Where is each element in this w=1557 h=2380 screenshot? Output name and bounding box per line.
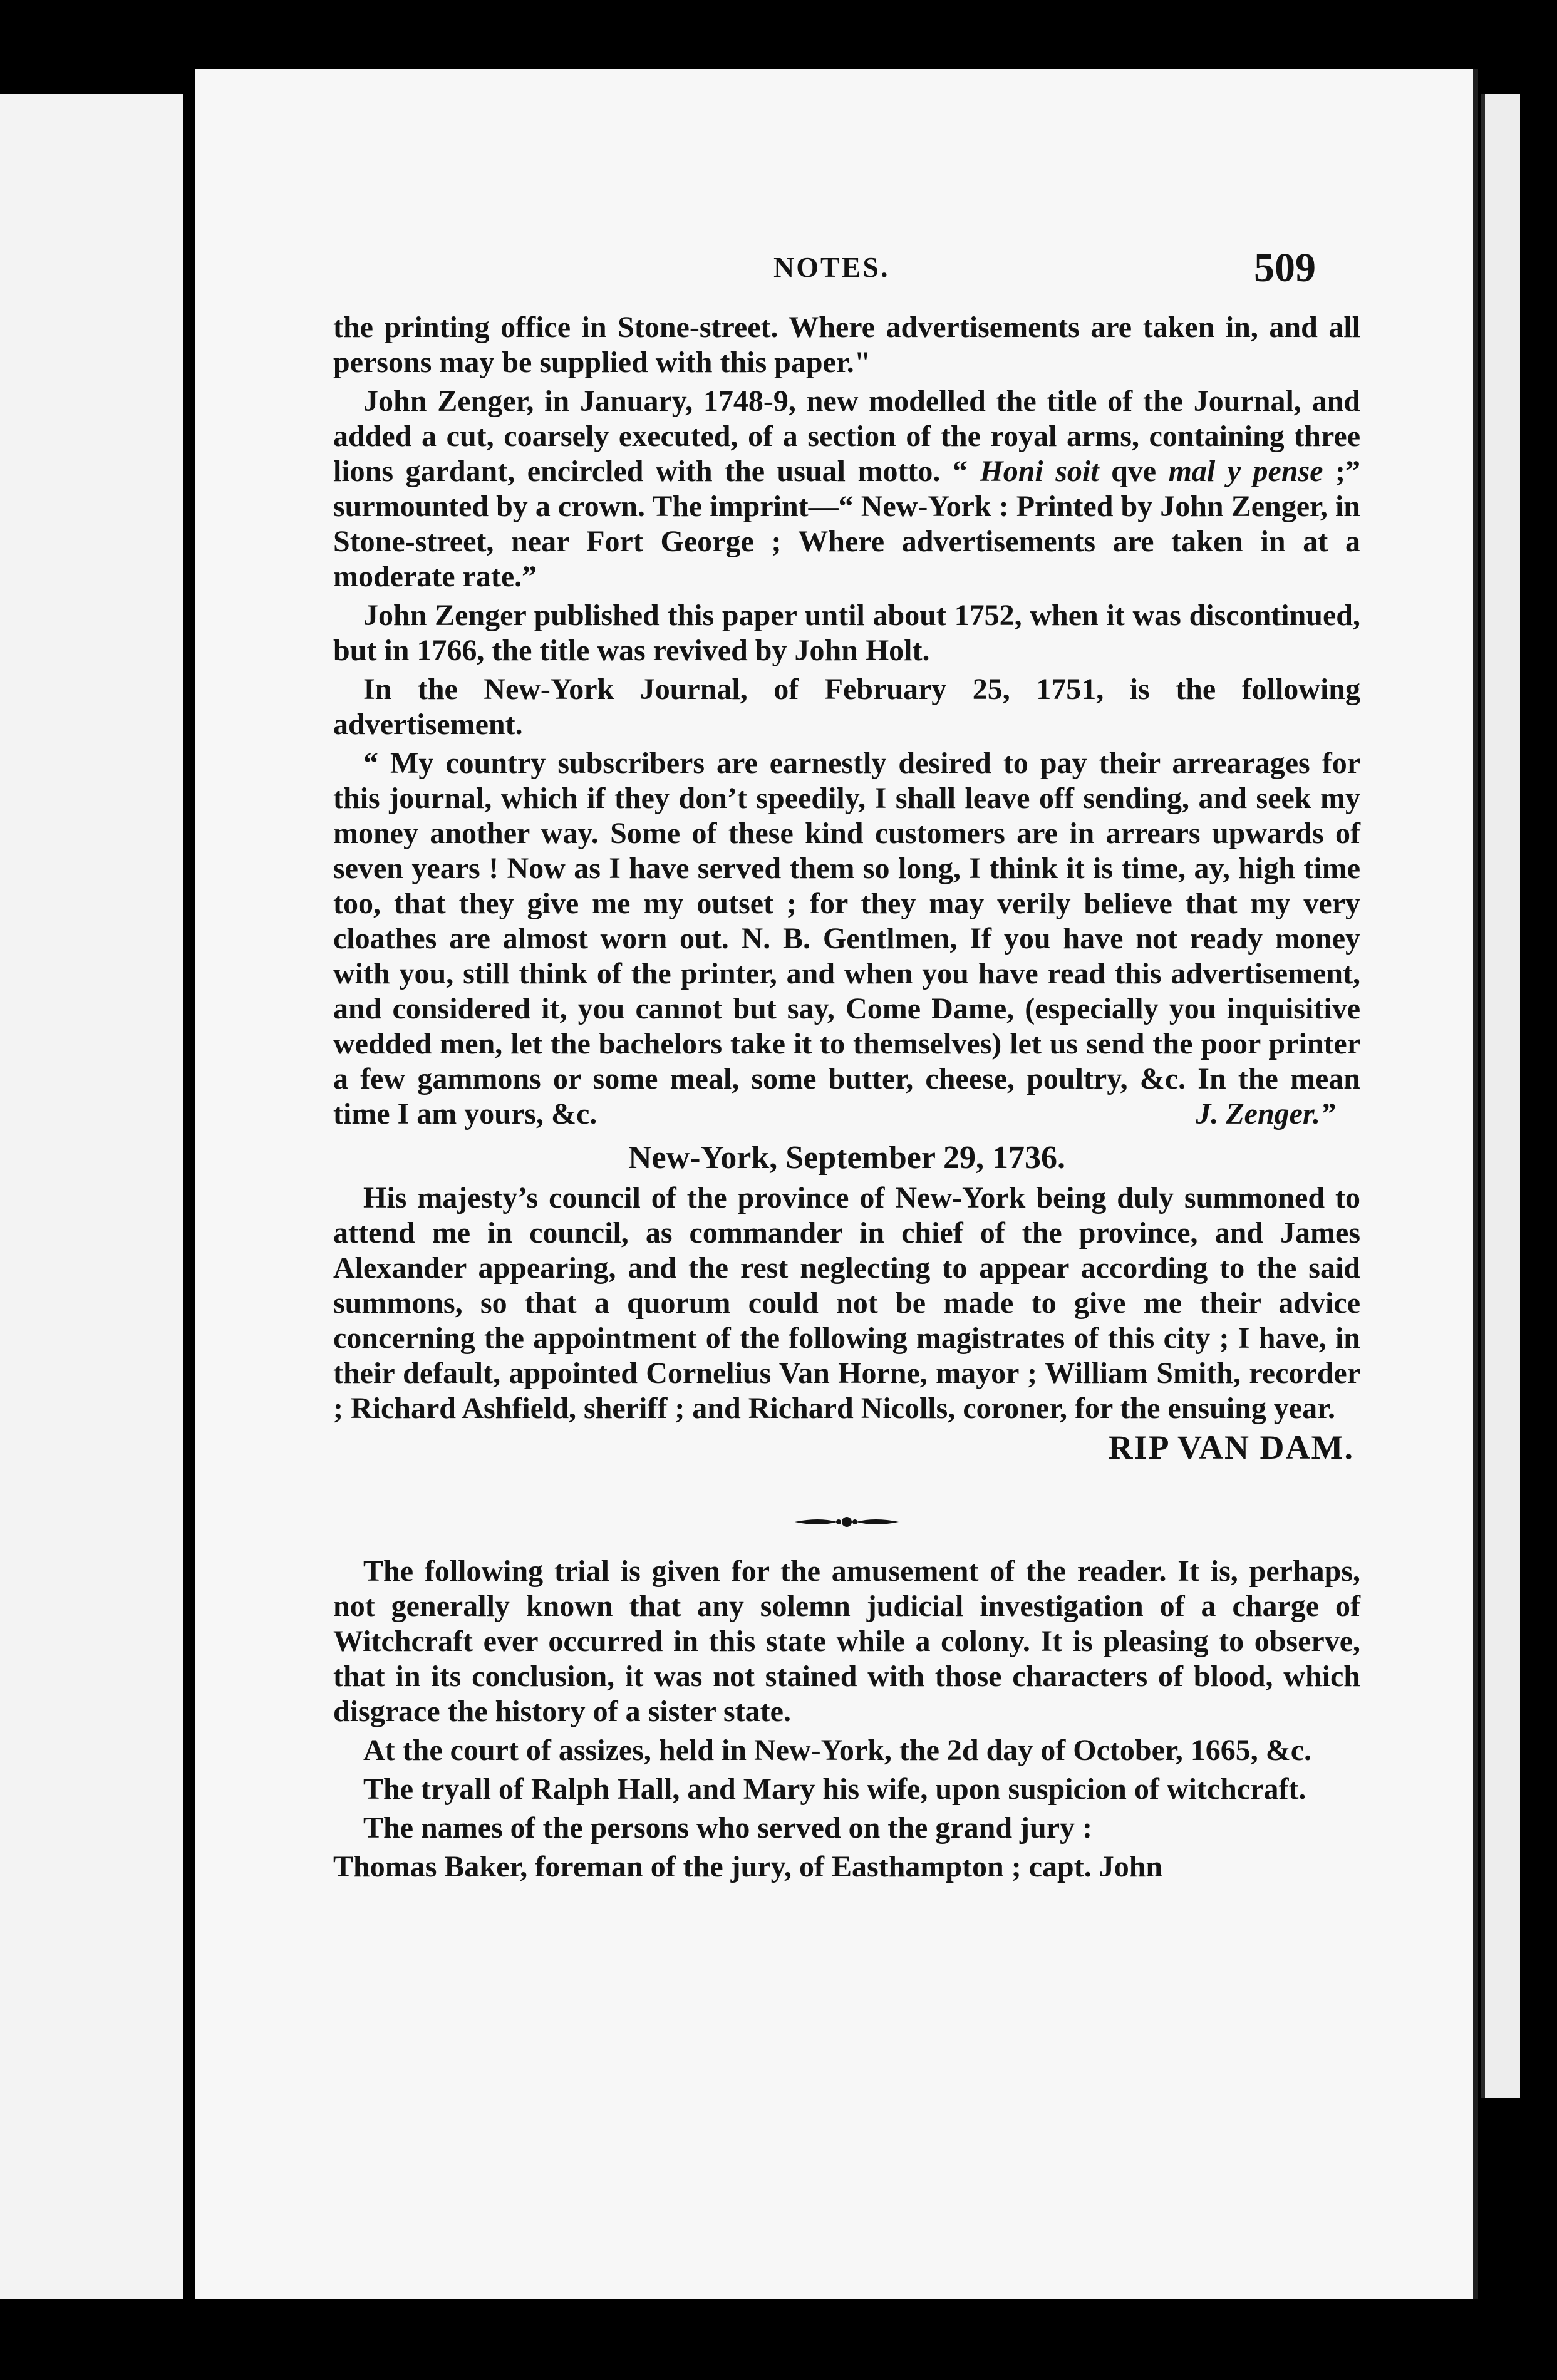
paragraph-council: His majesty’s council of the province of New-York being duly summoned to attend me in council, as commander in chief of the province, and James Alexander appearing, and the rest neglecting to appear according to the said summons, so that a quorum could not be made to give me their advice concerning the appointment of the following magistrates of this city ; I have, in their default, appointed Cornelius Van Horne, mayor ; William Smith, recorder ; Richard Ashfield, sheriff ; and Richard Nicolls, coroner, for the ensuing year. [333,1181,1360,1425]
paragraph-journal-intro: In the New-York Journal, of February 25, 1751, is the following advertisement. [333,673,1360,741]
page-header [195,244,1473,301]
page-number: 509 [1254,245,1316,291]
adjacent-left-page [0,94,183,2299]
running-head: NOTES. [773,251,890,283]
paragraph-discontinued: John Zenger published this paper until about 1752, when it was discontinued, but in 1766, the title was revived by John Holt. [333,599,1360,667]
advertisement-signature: J. Zenger.” [1196,1097,1335,1130]
next-page-edge [1481,94,1520,2098]
paragraph-tryall: The tryall of Ralph Hall, and Mary his wife, upon suspicion of witchcraft. [363,1772,1306,1806]
paragraph-court: At the court of assizes, held in New-York, the 2d day of October, 1665, &c. [363,1734,1312,1767]
paragraph-jury: The names of the persons who served on the grand jury : [363,1811,1092,1844]
ornament-icon [794,1514,900,1529]
signature-rip-van-dam: RIP VAN DAM. [1108,1429,1354,1466]
motto-italic: Honi soit [980,455,1099,488]
motto-italic: mal y pense [1168,455,1323,488]
text-run: John Zenger, in January, 1748-9, new modelled the title of the Journal, and added a cut, coarsely executed, of a section of the royal arms, containing three lions gardant, encircled with the usual motto. “ [333,385,1360,488]
paragraph-trial-intro: The following trial is given for the amusement of the reader. It is, perhaps, not generally known that any solemn judicial investigation of a charge of Witchcraft ever occurred in this state while a colony. It is pleasing to observe, that in its conclusion, it was not stained with those characters of blood, which disgrace the history of a sister state. [333,1555,1360,1728]
paragraph-continuation: the printing office in Stone-street. Where advertisements are taken in, and all persons may be supplied with this paper." [333,311,1360,379]
ornament-divider [333,1503,1360,1521]
dateline: New-York, September 29, 1736. [628,1140,1066,1176]
page-body [333,310,1360,1888]
text-run: ;” surmounted by a crown. The imprint—“ New-York : Printed by John Zenger, in Stone-street, near Fort George ; Where advertisements are taken in at a moderate rate.” [333,455,1361,593]
book-page [195,69,1478,2299]
paragraph-foreman: Thomas Baker, foreman of the jury, of Easthampton ; capt. John [333,1850,1163,1883]
advertisement-text: “ My country subscribers are earnestly desired to pay their arrearages for this journal, which if they don’t speedily, I shall leave off sending, and seek my money another way. Some of these kind customers are in arrears upwards of seven years ! Now as I have served them so long, I think it is time, ay, high time too, that they give me my outset ; for they may verily believe that my very cloathes are almost worn out. N. B. Gentlmen, If you have not ready money with you, still think of the printer, and when you have read this advertisement, and considered it, you cannot but say, Come Dame, (especially you inquisitive wedded men, let the bachelors take it to themselves) let us send the poor printer a few gammons or some meal, some butter, cheese, poultry, &c. In the mean time I am yours, &c. [333,747,1360,1130]
text-run: qve [1099,455,1169,488]
paragraph-advertisement [333,746,1360,1132]
paragraph-zenger-title [333,384,1360,594]
